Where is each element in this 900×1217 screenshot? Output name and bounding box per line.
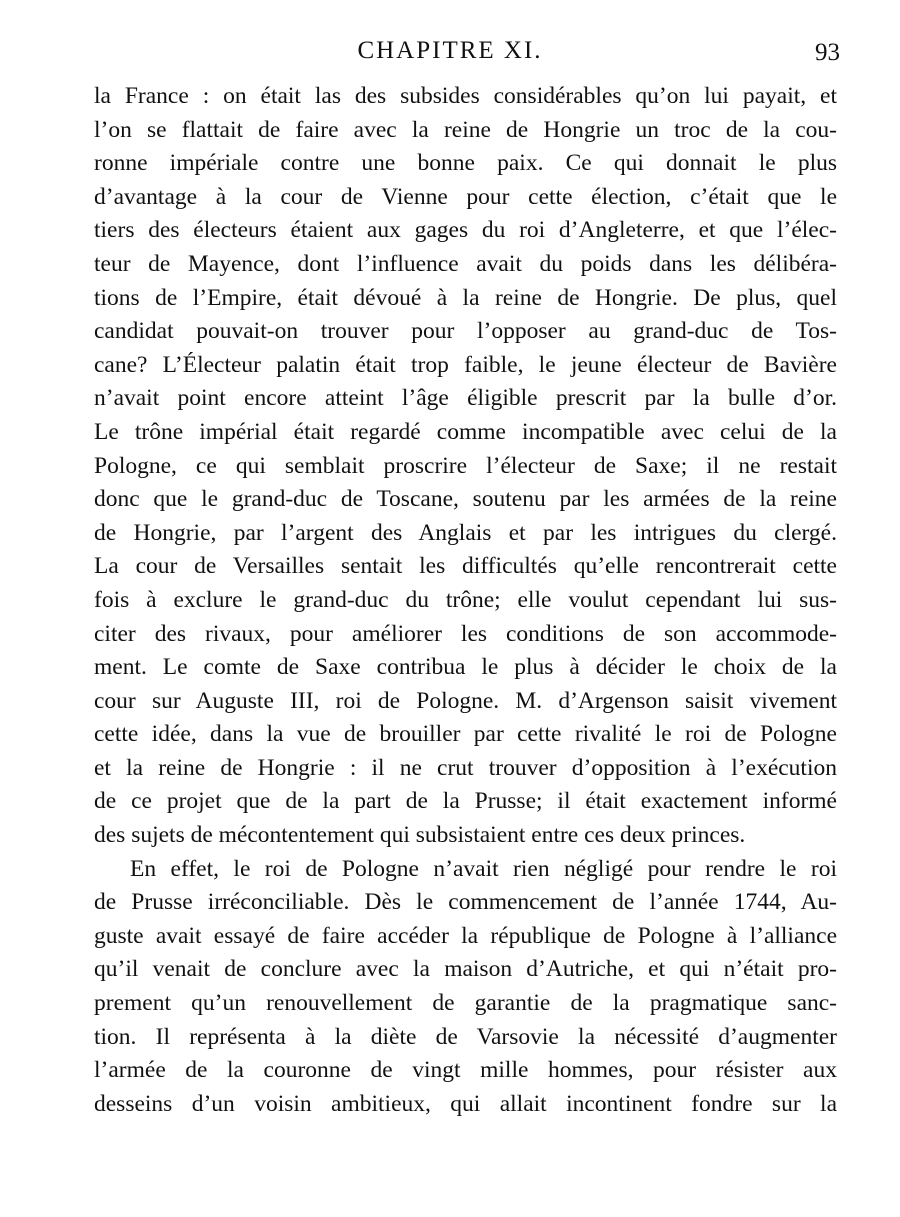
text-line: n’avait point encore atteint l’âge éligible prescrit par la bulle d’or. xyxy=(94,385,837,412)
body-text xyxy=(94,80,837,1121)
text-line: de ce projet que de la part de la Prusse; il était exactement informé xyxy=(94,788,837,815)
text-line: tions de l’Empire, était dévoué à la reine de Hongrie. De plus, quel xyxy=(94,284,837,311)
text-line: desseins d’un voisin ambitieux, qui allait incontinent fondre sur la xyxy=(94,1090,837,1117)
text-line: Pologne, ce qui semblait proscrire l’électeur de Saxe; il ne restait xyxy=(94,452,837,479)
text-line: tion. Il représenta à la diète de Varsovie la nécessité d’augmenter xyxy=(94,1023,837,1050)
text-line: l’on se flattait de faire avec la reine de Hongrie un troc de la cou- xyxy=(94,116,837,143)
chapter-title: CHAPITRE XI. xyxy=(357,37,543,64)
text-line: cette idée, dans la vue de brouiller par cette rivalité le roi de Pologne xyxy=(94,721,837,748)
running-header xyxy=(0,30,900,70)
text-line: la France : on était las des subsides considérables qu’on lui payait, et xyxy=(94,83,837,109)
text-line: candidat pouvait-on trouver pour l’opposer au grand-duc de Tos- xyxy=(94,318,837,345)
text-line: teur de Mayence, dont l’influence avait du poids dans les délibéra- xyxy=(94,250,837,277)
text-line: qu’il venait de conclure avec la maison d’Autriche, et qui n’était pro- xyxy=(94,956,837,983)
text-line: fois à exclure le grand-duc du trône; elle voulut cependant lui sus- xyxy=(94,586,837,613)
text-line: ment. Le comte de Saxe contribua le plus à décider le choix de la xyxy=(94,654,837,681)
text-line: citer des rivaux, pour améliorer les conditions de son accommode- xyxy=(94,620,837,647)
paragraph-first-line: En effet, le roi de Pologne n’avait rien négligé pour rendre le roi xyxy=(130,855,837,882)
text-line: prement qu’un renouvellement de garantie de la pragmatique sanc- xyxy=(94,990,837,1017)
page-number: 93 xyxy=(815,39,840,66)
text-line: donc que le grand-duc de Toscane, soutenu par les armées de la reine xyxy=(94,486,837,513)
text-line: de Hongrie, par l’argent des Anglais et par les intrigues du clergé. xyxy=(94,519,837,546)
text-line: l’armée de la couronne de vingt mille hommes, pour résister aux xyxy=(94,1057,837,1084)
text-line: tiers des électeurs étaient aux gages du roi d’Angleterre, et que l’élec- xyxy=(94,217,837,244)
text-line: et la reine de Hongrie : il ne crut trouver d’opposition à l’exécution xyxy=(94,754,837,781)
text-line: guste avait essayé de faire accéder la république de Pologne à l’alliance xyxy=(94,922,837,949)
text-line: cour sur Auguste III, roi de Pologne. M. d’Argenson saisit vivement xyxy=(94,687,837,714)
text-line: ronne impériale contre une bonne paix. Ce qui donnait le plus xyxy=(94,150,837,177)
text-line: Le trône impérial était regardé comme incompatible avec celui de la xyxy=(94,418,837,445)
text-line: de Prusse irréconciliable. Dès le commencement de l’année 1744, Au- xyxy=(94,889,837,916)
text-line: cane? L’Électeur palatin était trop faible, le jeune électeur de Bavière xyxy=(94,351,837,378)
text-line: La cour de Versailles sentait les difficultés qu’elle rencontrerait cette xyxy=(94,553,837,580)
text-line: d’avantage à la cour de Vienne pour cette élection, c’était que le xyxy=(94,183,837,210)
paragraph-last-line: des sujets de mécontentement qui subsistaient entre ces deux princes. xyxy=(94,822,746,849)
